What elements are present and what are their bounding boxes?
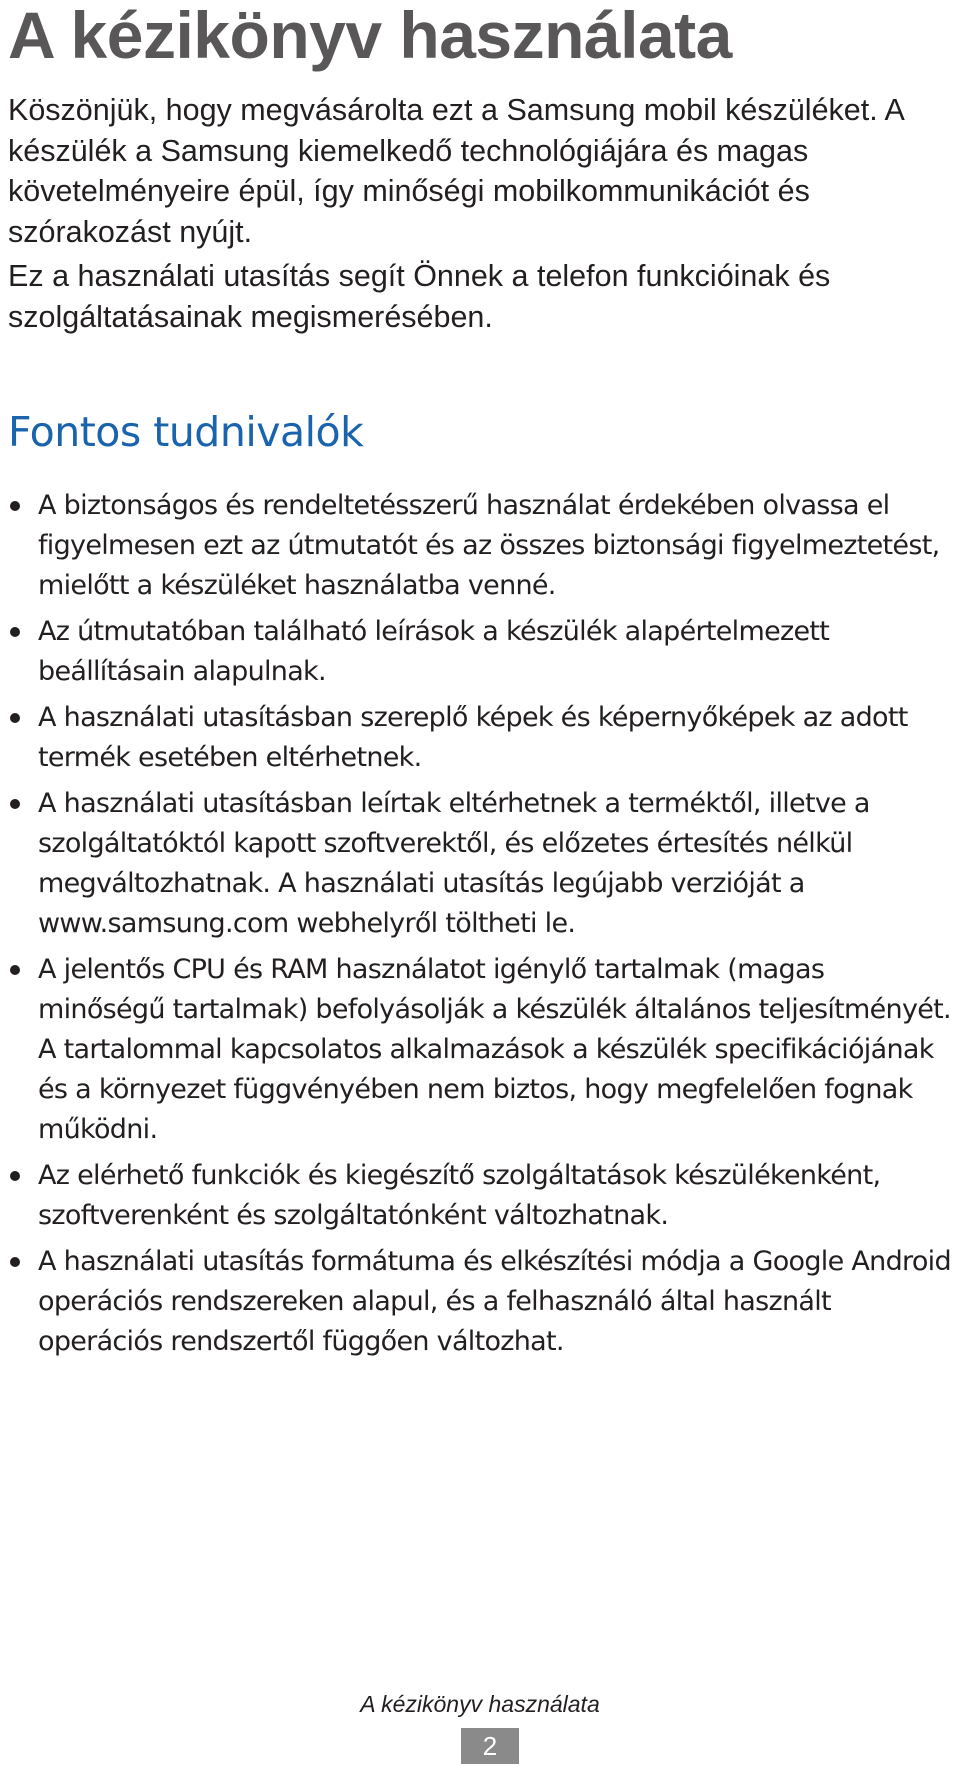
bullet-icon — [10, 1171, 20, 1181]
intro-paragraph: Ez a használati utasítás segít Önnek a telefon funkcióinak és szolgáltatásainak megismerésében. — [8, 259, 831, 334]
section-heading: Fontos tudnivalók — [8, 408, 364, 456]
list-item — [8, 1156, 953, 1236]
list-item-text: Az útmutatóban található leírások a készülék alapértelmezett beállításain alapulnak. — [38, 616, 830, 687]
list-item-text: A jelentős CPU és RAM használatot igénylő tartalmak (magas minőségű tartalmak) befolyásolják a készülék általános teljesítményét. A tartalommal kapcsolatos alkalmazások a készülék specifikációjának és a környezet függvényében nem biztos, hogy megfelelően fognak működni. — [38, 954, 951, 1145]
list-item — [8, 950, 953, 1150]
list-item — [8, 612, 953, 692]
bullet-icon — [10, 501, 20, 511]
list-item — [8, 784, 953, 944]
intro-paragraph: Köszönjük, hogy megvásárolta ezt a Samsung mobil készüléket. A készülék a Samsung kiemelkedő technológiájára és magas követelményeire épül, így minőségi mobilkommunikációt és szórakozást nyújt. — [8, 93, 904, 249]
page-title: A kézikönyv használata — [8, 0, 732, 72]
list-item — [8, 698, 953, 778]
bullet-icon — [10, 627, 20, 637]
bullet-icon — [10, 965, 20, 975]
important-notes-list — [8, 486, 953, 1368]
page-number: 2 — [461, 1728, 519, 1764]
list-item — [8, 486, 953, 606]
list-item-text: A biztonságos és rendeltetésszerű használat érdekében olvassa el figyelmesen ezt az útmutatót és az összes biztonsági figyelmeztetést, mielőtt a készüléket használatba venné. — [38, 490, 940, 601]
bullet-icon — [10, 799, 20, 809]
list-item-text: A használati utasításban leírtak eltérhetnek a terméktől, illetve a szolgáltatóktól kapott szoftverektől, és előzetes értesítés nélkül megváltozhatnak. A használati utasítás legújabb verzióját a www.samsung.com webhelyről töltheti le. — [38, 788, 870, 939]
footer-section-title: A kézikönyv használata — [360, 1691, 600, 1717]
list-item-text: Az elérhető funkciók és kiegészítő szolgáltatások készülékenként, szoftverenként és szolgáltatónként változhatnak. — [38, 1160, 881, 1231]
list-item-text: A használati utasításban szereplő képek és képernyőképek az adott termék esetében eltérhetnek. — [38, 702, 908, 773]
bullet-icon — [10, 1257, 20, 1267]
list-item — [8, 1242, 953, 1362]
intro-text — [8, 90, 948, 337]
list-item-text: A használati utasítás formátuma és elkészítési módja a Google Android operációs rendszereken alapul, és a felhasználó által használt operációs rendszertől függően változhat. — [38, 1246, 951, 1357]
bullet-icon — [10, 713, 20, 723]
